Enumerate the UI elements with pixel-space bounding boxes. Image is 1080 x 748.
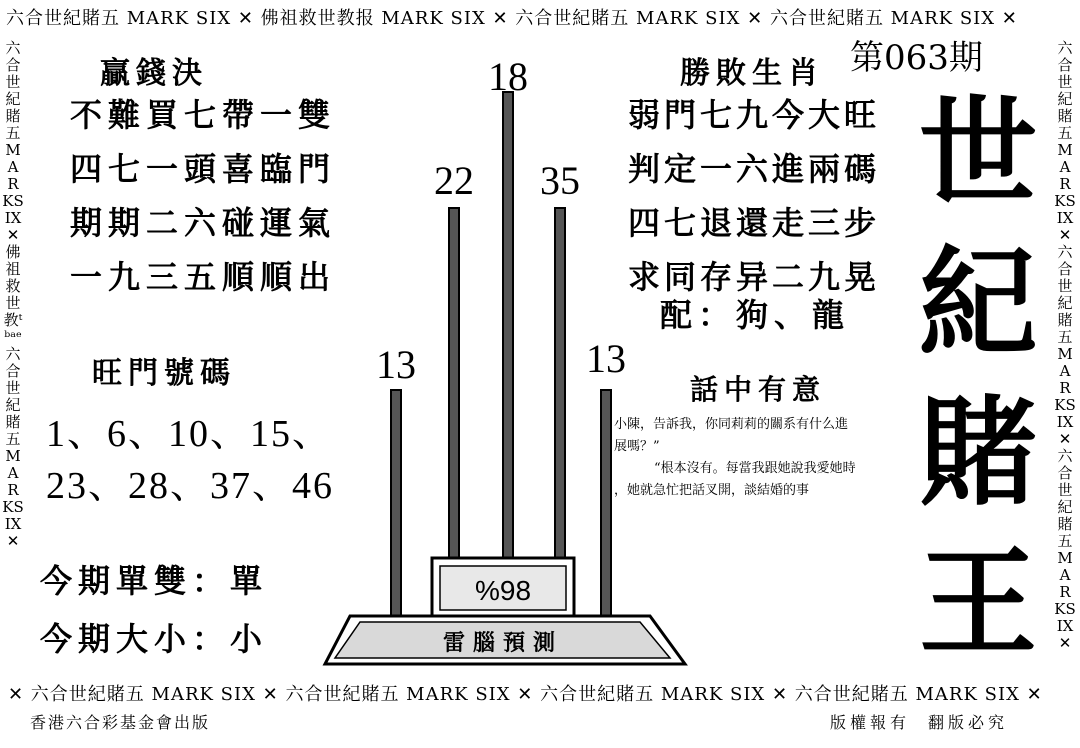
big-title-char: 賭: [918, 384, 1037, 522]
pair-line: 配：狗、龍: [660, 296, 851, 334]
chart-bar: [391, 390, 401, 616]
rights-text-2: 翻版必究: [928, 713, 1009, 732]
right-poem-line: 求同存异二九晃: [628, 258, 881, 296]
big-title-char: 王: [918, 534, 1037, 672]
left-poem-line: 不難買七帶一雙: [70, 96, 337, 134]
chart-bar: [503, 92, 513, 558]
quote-line: ，她就急忙把話叉開，談結婚的事: [614, 483, 810, 498]
chart-bar: [555, 208, 565, 558]
publisher-text: 香港六合彩基金會出版: [30, 713, 211, 732]
left-poem-line: 期期二六碰運氣: [70, 204, 337, 242]
chart-bar-label: 35: [540, 158, 580, 203]
rights-text-1: 版權報有: [830, 713, 911, 732]
big-title-char: 世: [918, 84, 1037, 222]
chart-bar: [601, 390, 611, 616]
left-poem-line: 四七一頭喜臨門: [70, 150, 337, 188]
odd-even-line: 今期單雙：單: [40, 562, 269, 600]
big-title: [908, 78, 1048, 678]
left-border-text: 六合世紀賭五MARKSIX✕佛祖救世教ᵗᵇᵃᵉ六合世紀賭五MARKSIX✕: [2, 40, 24, 550]
chart-base-label: 雷腦預測: [442, 630, 564, 656]
big-small-line: 今期大小：小: [40, 620, 269, 658]
left-poem: [70, 88, 336, 304]
lucky-numbers: [46, 408, 334, 512]
lucky-numbers-line: 23、28、37、46: [46, 465, 335, 507]
big-title-char: 紀: [918, 234, 1037, 372]
chart-bar-label: 18: [488, 60, 528, 99]
right-poem-line: 判定一六進兩碼: [628, 150, 881, 188]
prediction-chart: [320, 60, 700, 680]
zodiac-header: 勝敗生肖: [680, 56, 824, 91]
quote-line: 小陳，告訴我，你同莉莉的關系有什么進: [614, 417, 849, 432]
issue-number: 第063期: [850, 38, 983, 78]
right-border-text: 六合世紀賭五MARKSIX✕六合世紀賭五MARKSIX✕六合世紀賭五MARKSIX✕: [1054, 40, 1076, 652]
quote-header: 話中有意: [690, 373, 827, 406]
lucky-numbers-line: 1、6、10、15、: [46, 413, 333, 455]
win-money-header: 贏錢決: [100, 56, 208, 91]
bottom-border-text: ✕ 六合世紀賭五 MARK SIX ✕ 六合世紀賭五 MARK SIX ✕ 六合世紀賭五 MARK SIX ✕ 六合世紀賭五 MARK SIX ✕: [8, 684, 1043, 705]
chart-bar-label: 22: [434, 158, 474, 203]
chart-bar-label: 13: [586, 336, 626, 381]
right-poem-line: 弱門七九今大旺: [628, 96, 881, 134]
quote-line: “根本沒有。每當我跟她說我愛她時: [654, 461, 856, 476]
left-poem-line: 一九三五順順出: [70, 258, 337, 296]
right-poem-line: 四七退還走三步: [628, 204, 881, 242]
chart-bar: [449, 208, 459, 558]
lucky-numbers-header: 旺門號碼: [92, 356, 236, 391]
quote-line: 展嗎？”: [614, 439, 660, 454]
center-percent-label: %98: [474, 575, 532, 606]
chart-bar-label: 13: [376, 342, 416, 387]
top-border-text: 六合世紀賭五 MARK SIX ✕ 佛祖救世教报 MARK SIX ✕ 六合世紀賭五 MARK SIX ✕ 六合世紀賭五 MARK SIX ✕: [6, 8, 1018, 29]
